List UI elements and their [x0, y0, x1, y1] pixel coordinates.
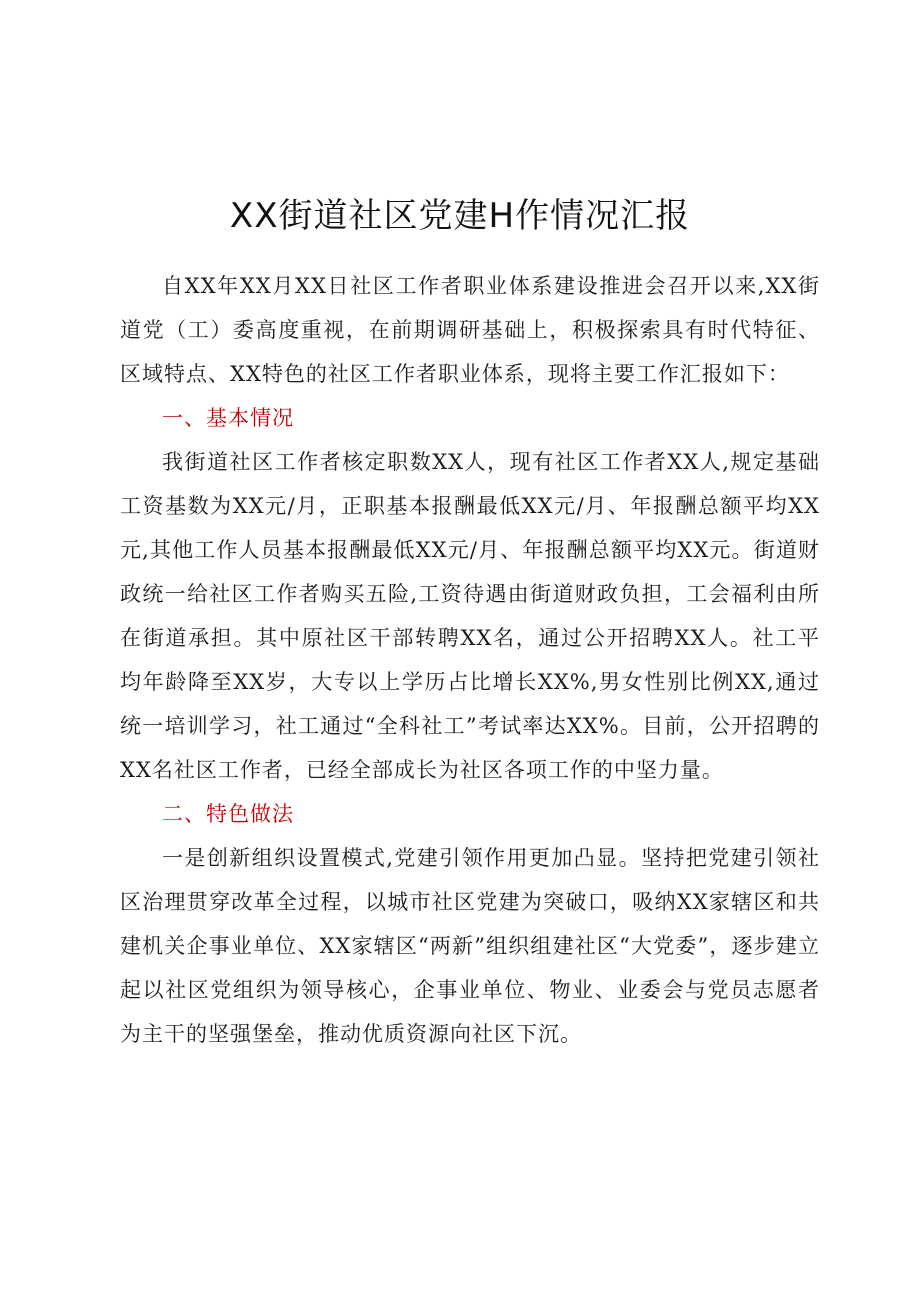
document-title: XX街道社区党建H作情况汇报 [229, 196, 691, 236]
section-paragraph-featured-practices: 一是创新组织设置模式,党建引领作用更加凸显。坚持把党建引领社区治理贯穿改革全过程，以城市社区党建为突破口，吸纳XX家辖区和共建机关企事业单位、XX家辖区“两新”组织组建社区“大党委”，逐步建立起以社区党组织为领导核心，企事业单位、物业、业委会与党员志愿者为主干的坚强堡垒，推动优质资源向社区下沉。 [120, 846, 820, 1046]
section-paragraph-basic-situation: 我街道社区工作者核定职数XX人，现有社区工作者XX人,规定基础工资基数为XX元/月，正职基本报酬最低XX元/月、年报酬总额平均XX元,其他工作人员基本报酬最低XX元/月、年报酬总额平均XX元。街道财政统一给社区工作者购买五险,工资待遇由街道财政负担，工会福利由所在街道承担。其中原社区干部转聘XX名，通过公开招聘XX人。社工平均年龄降至XX岁，大专以上学历占比增长XX%,男女性别比例XX,通过统一培训学习，社工通过“全科社工”考试率达XX%。目前，公开招聘的XX名社区工作者，已经全部成长为社区各项工作的中坚力量。 [120, 450, 820, 782]
section-heading-basic-situation: 一、基本情况 [162, 406, 294, 430]
intro-paragraph: 自XX年XX月XX日社区工作者职业体系建设推进会召开以来,XX街道党（工）委高度重视，在前期调研基础上，积极探索具有时代特征、区域特点、XX特色的社区工作者职业体系，现将主要工作汇报如下： [120, 274, 820, 386]
section-heading-featured-practices: 二、特色做法 [162, 802, 294, 826]
document-body [120, 264, 820, 1056]
